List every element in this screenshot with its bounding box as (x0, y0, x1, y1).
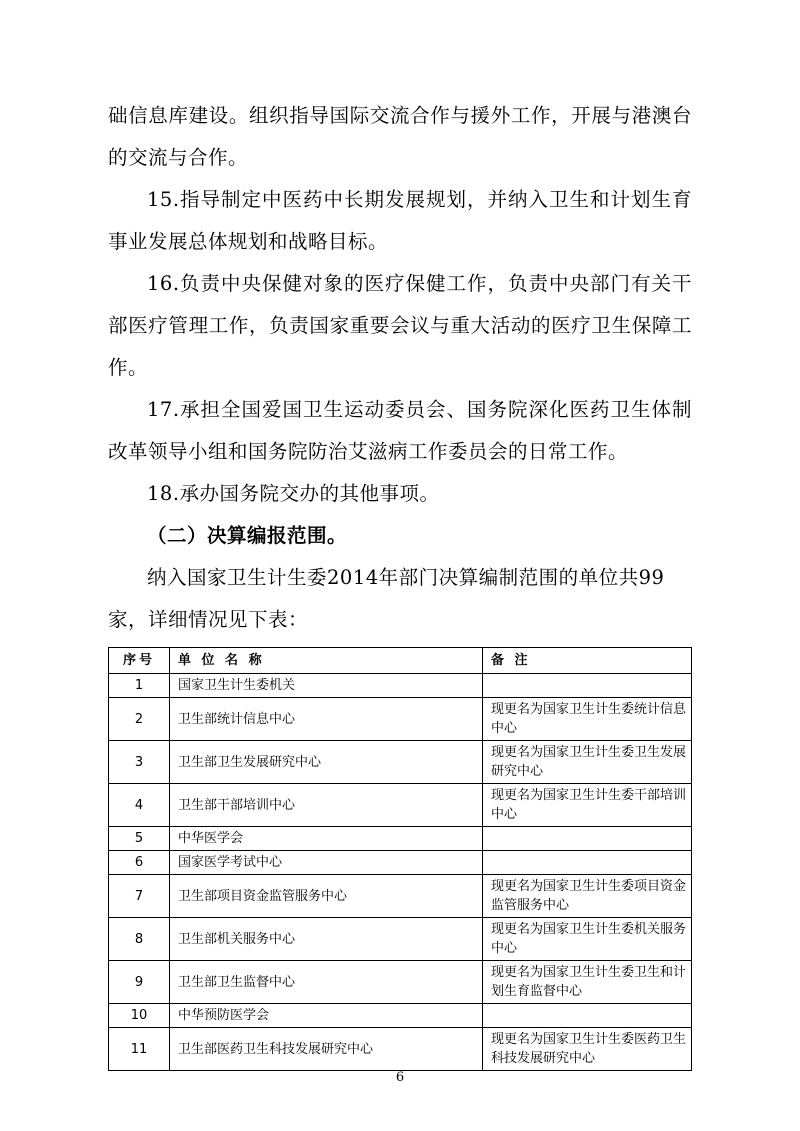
cell-name: 卫生部干部培训中心 (170, 784, 483, 827)
cell-name: 卫生部卫生发展研究中心 (170, 741, 483, 784)
table-row (109, 1004, 692, 1028)
table-row (109, 1028, 692, 1071)
cell-name: 中华医学会 (170, 827, 483, 851)
cell-note: 现更名为国家卫生计生委项目资金监管服务中心 (483, 875, 692, 918)
column-header-note: 备 注 (483, 648, 692, 674)
cell-no: 8 (109, 918, 170, 961)
cell-note: 现更名为国家卫生计生委卫生和计划生育监督中心 (483, 961, 692, 1004)
cell-no: 6 (109, 851, 170, 875)
cell-no: 3 (109, 741, 170, 784)
table-row (109, 674, 692, 698)
cell-name: 卫生部卫生监督中心 (170, 961, 483, 1004)
cell-no: 11 (109, 1028, 170, 1071)
cell-no: 9 (109, 961, 170, 1004)
table-row (109, 961, 692, 1004)
cell-note: 现更名为国家卫生计生委医药卫生科技发展研究中心 (483, 1028, 692, 1071)
page-number: 6 (395, 1070, 405, 1085)
cell-name: 中华预防医学会 (170, 1004, 483, 1028)
cell-no: 2 (109, 698, 170, 741)
cell-note: 现更名为国家卫生计生委统计信息中心 (483, 698, 692, 741)
table-row (109, 741, 692, 784)
section-heading: （二）决算编报范围。 (147, 524, 348, 547)
paragraph-item-16: 16.负责中央保健对象的医疗保健工作，负责中央部门有关干部医疗管理工作，负责国家重要会议与重大活动的医疗卫生保障工作。 (108, 272, 692, 379)
table-row (109, 875, 692, 918)
column-header-name: 单 位 名 称 (170, 648, 483, 674)
cell-note (483, 851, 692, 875)
cell-name: 卫生部项目资金监管服务中心 (170, 875, 483, 918)
cell-note: 现更名为国家卫生计生委干部培训中心 (483, 784, 692, 827)
cell-note: 现更名为国家卫生计生委卫生发展研究中心 (483, 741, 692, 784)
cell-name: 国家卫生计生委机关 (170, 674, 483, 698)
paragraph-item-17: 17.承担全国爱国卫生运动委员会、国务院深化医药卫生体制改革领导小组和国务院防治艾滋病工作委员会的日常工作。 (108, 398, 692, 463)
cell-note: 现更名为国家卫生计生委机关服务中心 (483, 918, 692, 961)
cell-name: 国家医学考试中心 (170, 851, 483, 875)
cell-no: 4 (109, 784, 170, 827)
table-row (109, 698, 692, 741)
paragraph-continued: 础信息库建设。组织指导国际交流合作与援外工作，开展与港澳台的交流与合作。 (108, 104, 692, 169)
table-intro-text: 纳入国家卫生计生委2014年部门决算编制范围的单位共99家，详细情况见下表： (108, 566, 665, 631)
cell-note (483, 1004, 692, 1028)
table-row (109, 851, 692, 875)
paragraph-item-15: 15.指导制定中医药中长期发展规划，并纳入卫生和计划生育事业发展总体规划和战略目标。 (108, 188, 692, 253)
cell-no: 10 (109, 1004, 170, 1028)
column-header-no: 序号 (109, 648, 170, 674)
cell-note (483, 674, 692, 698)
cell-name: 卫生部医药卫生科技发展研究中心 (170, 1028, 483, 1071)
cell-name: 卫生部机关服务中心 (170, 918, 483, 961)
cell-no: 1 (109, 674, 170, 698)
table-header-row (109, 648, 692, 674)
cell-name: 卫生部统计信息中心 (170, 698, 483, 741)
cell-note (483, 827, 692, 851)
cell-no: 7 (109, 875, 170, 918)
table-row (109, 827, 692, 851)
table-row (109, 784, 692, 827)
table-row (109, 918, 692, 961)
units-table (108, 647, 692, 1071)
cell-no: 5 (109, 827, 170, 851)
paragraph-item-18: 18.承办国务院交办的其他事项。 (147, 482, 440, 505)
